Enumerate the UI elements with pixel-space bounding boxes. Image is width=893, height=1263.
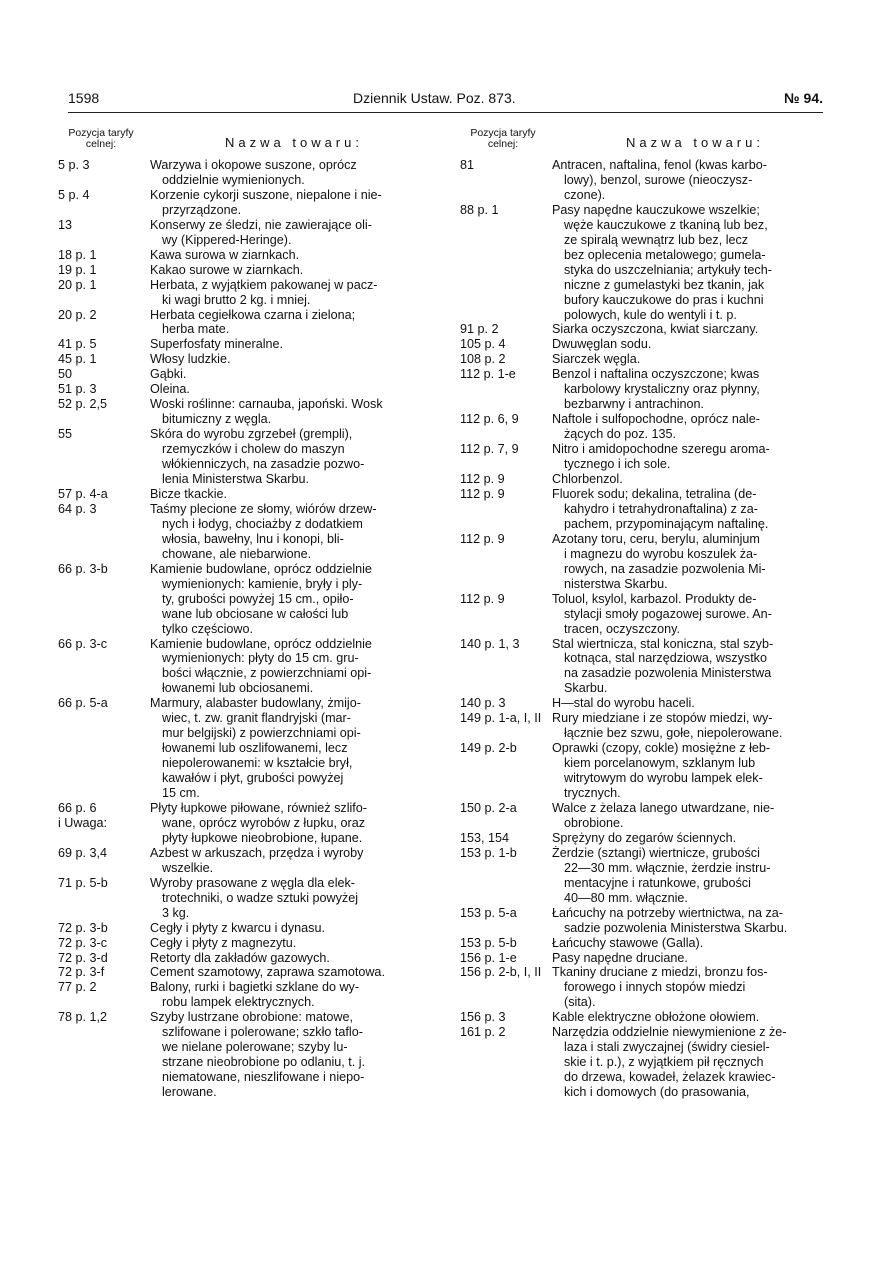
description-line: wymienionych: kamienie, bryły i ply- <box>162 576 363 591</box>
tariff-position: 156 p. 3 <box>460 1010 506 1025</box>
tariff-position: 13 <box>58 217 73 232</box>
description-line: Toluol, ksylol, karbazol. Produkty de- <box>552 591 757 606</box>
tariff-position: 57 p. 4-a <box>58 486 108 501</box>
goods-description <box>552 951 838 966</box>
tariff-position: 55 <box>58 427 73 442</box>
tariff-position: 66 p. 3-b <box>58 561 108 576</box>
description-line: chowane, ale niebarwione. <box>162 546 312 561</box>
tariff-entry <box>58 951 438 966</box>
goods-description <box>150 367 438 382</box>
name-header: Nazwa towaru: <box>225 135 363 150</box>
tariff-entry <box>58 158 438 188</box>
goods-description <box>552 487 838 532</box>
tariff-position: 150 p. 2-a <box>460 800 517 815</box>
tariff-entry <box>460 936 838 951</box>
tariff-position: 149 p. 1-a, I, II <box>460 711 542 726</box>
tariff-entry <box>58 936 438 951</box>
description-line: Superfosfaty mineralne. <box>150 337 284 352</box>
description-line: do drzewa, kowadeł, żelazek krawiec- <box>564 1070 776 1085</box>
description-line: Chlorbenzol. <box>552 472 623 487</box>
description-line: Balony, rurki i bagietki szklane do wy- <box>150 980 360 995</box>
journal-title: Dziennik Ustaw. Poz. 873. <box>353 90 516 106</box>
description-line: Azbest w arkuszach, przędza i wyroby <box>150 845 364 860</box>
description-line: 40—80 mm. włącznie. <box>564 890 688 905</box>
description-line: mur belgijski) z powierzchniami opi- <box>162 726 361 741</box>
tariff-entry <box>460 637 838 697</box>
tariff-entry <box>58 846 438 876</box>
description-line: 22—30 mm. włącznie, żerdzie instru- <box>564 860 771 875</box>
description-line: Stal wiertnicza, stal koniczna, stal szyb- <box>552 636 774 651</box>
goods-description <box>150 278 438 308</box>
tariff-entry <box>460 487 838 532</box>
description-line: Włosy ludzkie. <box>150 352 231 367</box>
description-line: trotechniki, o wadze sztuki powyżej <box>162 890 358 905</box>
description-line: Płyty łupkowe piłowane, również szlifo- <box>150 800 367 815</box>
name-header: Nazwa towaru: <box>626 135 764 150</box>
tariff-position: 50 <box>58 367 73 382</box>
tariff-entry <box>460 337 838 352</box>
description-line: łącznie bez szwu, gołe, niepolerowane. <box>564 726 783 741</box>
tariff-position: 78 p. 1,2 <box>58 1010 108 1025</box>
goods-description <box>150 637 438 697</box>
description-line: herba mate. <box>162 322 230 337</box>
description-line: nisterstwa Skarbu. <box>564 576 668 591</box>
description-line: włókienniczych, na zasadzie pozwo- <box>162 457 365 472</box>
description-line: i magnezu do wyrobu koszulek ża- <box>564 546 758 561</box>
tariff-entry <box>58 502 438 562</box>
goods-description <box>552 831 838 846</box>
tariff-entry <box>58 218 438 248</box>
description-line: Siarczek węgla. <box>552 352 641 367</box>
description-line: witrytowym do wyrobu lampek elek- <box>564 771 763 786</box>
description-line: przyrządzone. <box>162 202 242 217</box>
description-line: szlifowane i polerowane; szkło taflo- <box>162 1025 363 1040</box>
description-line: Cegły i płyty z kwarcu i dynasu. <box>150 920 325 935</box>
goods-description <box>150 158 438 188</box>
goods-description <box>150 263 438 278</box>
tariff-position: 149 p. 2-b <box>460 741 517 756</box>
goods-description <box>552 532 838 592</box>
tariff-position: 66 p. 5-a <box>58 696 108 711</box>
goods-description <box>150 487 438 502</box>
column-header <box>58 128 438 158</box>
description-line: niepolerowanemi: w kształcie brył, <box>162 756 353 771</box>
description-line: Tkaniny druciane z miedzi, bronzu fos- <box>552 965 768 980</box>
tariff-position: 88 p. 1 <box>460 202 499 217</box>
description-line: Benzol i naftalina oczyszczone; kwas <box>552 367 760 382</box>
description-line: Gąbki. <box>150 367 187 382</box>
tariff-entry <box>460 696 838 711</box>
tariff-position: 66 p. 6 i Uwaga: <box>58 800 107 830</box>
description-line: ki wagi brutto 2 kg. i mniej. <box>162 292 311 307</box>
description-line: strzane nieobrobione po odlaniu, t. j. <box>162 1055 366 1070</box>
tariff-position: 112 p. 9 <box>460 591 505 606</box>
description-line: skie i t. p.), z wyjątkiem pił ręcznych <box>564 1055 764 1070</box>
tariff-position: 153, 154 <box>460 830 510 845</box>
tariff-entry <box>460 442 838 472</box>
description-line: Kawa surowa w ziarnkach. <box>150 247 300 262</box>
description-line: wane lub obciosane w całości lub <box>162 606 349 621</box>
issue-number: № 94. <box>784 90 823 106</box>
tariff-entry <box>58 921 438 936</box>
tariff-position: 18 p. 1 <box>58 247 97 262</box>
description-line: kotnąca, stal narzędziowa, wszystko <box>564 651 767 666</box>
description-line: 15 cm. <box>162 786 200 801</box>
tariff-position: 52 p. 2,5 <box>58 397 108 412</box>
tariff-entry <box>58 965 438 980</box>
tariff-entry <box>460 846 838 906</box>
description-line: Siarka oczyszczona, kwiat siarczany. <box>552 322 759 337</box>
goods-description <box>150 921 438 936</box>
description-line: bitumiczny z węgla. <box>162 412 272 427</box>
description-line: Pasy napędne druciane. <box>552 950 688 965</box>
tariff-position: 112 p. 7, 9 <box>460 442 519 457</box>
goods-description <box>150 188 438 218</box>
description-line: kahydro i tetrahydronaftalina) z za- <box>564 501 758 516</box>
tariff-entry <box>460 532 838 592</box>
goods-description <box>150 951 438 966</box>
tariff-entry <box>58 367 438 382</box>
description-line: Oleina. <box>150 382 190 397</box>
tariff-position: 91 p. 2 <box>460 322 499 337</box>
tariff-position: 105 p. 4 <box>460 337 506 352</box>
goods-description <box>552 846 838 906</box>
tariff-entry <box>460 831 838 846</box>
description-line: Warzywa i okopowe suszone, oprócz <box>150 158 357 172</box>
description-line: robu lampek elektrycznych. <box>162 995 315 1010</box>
tariff-entry <box>460 951 838 966</box>
description-line: rzemyczków i cholew do maszyn <box>162 442 345 457</box>
goods-description <box>150 502 438 562</box>
tariff-position: 112 p. 9 <box>460 486 505 501</box>
tariff-entry <box>460 367 838 412</box>
tariff-entry <box>58 337 438 352</box>
description-line: wane, oprócz wyrobów z łupku, oraz <box>162 815 365 830</box>
goods-description <box>552 711 838 741</box>
description-line: płyty łupkowe nieobrobione, łupane. <box>162 830 363 845</box>
tariff-entry <box>58 696 438 801</box>
description-line: Marmury, alabaster budowlany, żmijo- <box>150 696 361 711</box>
description-line: niczne z gumelastyki bez tkanin, jak <box>564 277 765 292</box>
position-header: Pozycja taryfy celnej: <box>470 127 536 150</box>
description-line: we nielane polerowane; szyby lu- <box>162 1040 348 1055</box>
goods-description <box>552 158 838 203</box>
tariff-entry <box>58 382 438 397</box>
tariff-entry <box>58 562 438 637</box>
tariff-entry <box>58 278 438 308</box>
tariff-position: 72 p. 3-f <box>58 965 105 980</box>
description-line: tylko częściowo. <box>162 621 253 636</box>
description-line: bez oplecenia metalowego; gumela- <box>564 247 766 262</box>
description-line: stylacji smoły pogazowej surowe. An- <box>564 606 772 621</box>
description-line: Herbata cegiełkowa czarna i zielona; <box>150 307 356 322</box>
tariff-position: 112 p. 9 <box>460 531 505 546</box>
tariff-position: 5 p. 3 <box>58 158 90 172</box>
tariff-entry <box>58 427 438 487</box>
goods-description <box>552 965 838 1010</box>
description-line: Żerdzie (sztangi) wiertnicze, grubości <box>552 845 760 860</box>
description-line: obrobione. <box>564 815 624 830</box>
goods-description <box>150 1010 438 1100</box>
description-line: 3 kg. <box>162 905 190 920</box>
goods-description <box>552 442 838 472</box>
tariff-position: 5 p. 4 <box>58 187 90 202</box>
description-line: Konserwy ze śledzi, nie zawierające oli- <box>150 217 372 232</box>
description-line: bezbarwny i antrachinon. <box>564 397 705 412</box>
goods-description <box>150 846 438 876</box>
page-header <box>68 88 823 113</box>
description-line: Kamienie budowlane, oprócz oddzielnie <box>150 561 372 576</box>
tariff-entry <box>460 1025 838 1100</box>
tariff-position: 156 p. 2-b, I, II <box>460 965 542 980</box>
tariff-entry <box>58 352 438 367</box>
tariff-position: 156 p. 1-e <box>460 950 517 965</box>
goods-description <box>552 352 838 367</box>
goods-description <box>552 337 838 352</box>
tariff-position: 20 p. 1 <box>58 277 97 292</box>
description-line: na zasadzie pozwolenia Ministerstwa <box>564 666 772 681</box>
description-line: Oprawki (czopy, cokle) mosiężne z łeb- <box>552 741 771 756</box>
left-column <box>58 128 438 1100</box>
tariff-position: 140 p. 3 <box>460 696 506 711</box>
description-line: lerowane. <box>162 1085 217 1100</box>
description-line: Kable elektryczne obłożone ołowiem. <box>552 1010 760 1025</box>
description-line: Antracen, naftalina, fenol (kwas karbo- <box>552 158 767 172</box>
description-line: Cegły i płyty z magnezytu. <box>150 935 297 950</box>
description-line: bufory kauczukowe do pras i kuchni <box>564 292 764 307</box>
description-line: nych i łodyg, chociażby z dodatkiem <box>162 516 363 531</box>
goods-description <box>150 801 438 846</box>
description-line: Wyroby prasowane z węgla dla elek- <box>150 875 355 890</box>
description-line: Bicze tkackie. <box>150 486 227 501</box>
tariff-position: 112 p. 1-e <box>460 367 516 382</box>
description-line: Azotany toru, ceru, berylu, aluminjum <box>552 531 760 546</box>
description-line: Woski roślinne: carnauba, japoński. Wosk <box>150 397 383 412</box>
goods-description <box>552 696 838 711</box>
tariff-position: 20 p. 2 <box>58 307 97 322</box>
description-line: łowanemi lub oszlifowanemi, lecz <box>162 741 348 756</box>
description-line: Łańcuchy na potrzeby wiertnictwa, na za- <box>552 905 784 920</box>
tariff-entry <box>460 711 838 741</box>
tariff-position: 153 p. 1-b <box>460 845 517 860</box>
description-line: Cement szamotowy, zaprawa szamotowa. <box>150 965 385 980</box>
tariff-entry <box>58 980 438 1010</box>
tariff-position: 69 p. 3,4 <box>58 845 108 860</box>
tariff-entry <box>460 801 838 831</box>
description-line: forowego i innych stopów miedzi <box>564 980 746 995</box>
description-line: łowanemi lub obciosanemi. <box>162 681 314 696</box>
goods-description <box>150 308 438 338</box>
description-line: ze spiralą wewnątrz lub bez, lecz <box>564 232 749 247</box>
tariff-entry <box>460 412 838 442</box>
description-line: lowy), benzol, surowe (nieoczysz- <box>564 172 753 187</box>
tariff-entry <box>460 203 838 323</box>
goods-description <box>150 980 438 1010</box>
description-line: Pasy napędne kauczukowe wszelkie; <box>552 202 760 217</box>
tariff-entry <box>58 637 438 697</box>
goods-description <box>150 562 438 637</box>
goods-description <box>150 696 438 801</box>
description-line: wszelkie. <box>162 860 214 875</box>
goods-description <box>150 218 438 248</box>
tariff-position: 71 p. 5-b <box>58 875 108 890</box>
description-line: niematowane, nieszlifowane i niepo- <box>162 1070 365 1085</box>
description-line: karbolowy krystaliczny oraz płynny, <box>564 382 760 397</box>
description-line: Kakao surowe w ziarnkach. <box>150 262 304 277</box>
description-line: Szyby lustrzane obrobione: matowe, <box>150 1010 354 1025</box>
goods-description <box>552 322 838 337</box>
description-line: węże kauczukowe z tkaniną lub bez, <box>564 217 768 232</box>
description-line: kiem porcelanowym, szklanym lub <box>564 756 756 771</box>
goods-description <box>552 741 838 801</box>
tariff-position: 72 p. 3-c <box>58 935 108 950</box>
description-line: wiec, t. zw. granit flandryjski (mar- <box>162 711 351 726</box>
tariff-entry <box>460 741 838 801</box>
goods-description <box>150 248 438 263</box>
description-line: lenia Ministerstwa Skarbu. <box>162 472 309 487</box>
description-line: mentacyjne i ratunkowe, grubości <box>564 875 751 890</box>
goods-description <box>552 637 838 697</box>
tariff-entry <box>460 906 838 936</box>
goods-description <box>552 801 838 831</box>
description-line: Łańcuchy stawowe (Galla). <box>552 935 704 950</box>
right-column <box>460 128 838 1100</box>
description-line: Walce z żelaza lanego utwardzane, nie- <box>552 800 775 815</box>
description-line: H—stal do wyrobu haceli. <box>552 696 695 711</box>
goods-description <box>150 936 438 951</box>
description-line: ty, grubości powyżej 15 cm., opiło- <box>162 591 354 606</box>
description-line: bości włącznie, z powierzchniami opi- <box>162 666 372 681</box>
tariff-entry <box>58 308 438 338</box>
tariff-entry <box>460 1010 838 1025</box>
tariff-entry <box>58 248 438 263</box>
page-number: 1598 <box>68 90 100 106</box>
tariff-entry <box>460 965 838 1010</box>
tariff-entry <box>460 472 838 487</box>
tariff-entry <box>460 322 838 337</box>
description-line: Skóra do wyrobu zgrzebeł (grempli), <box>150 427 353 442</box>
description-line: Retorty dla zakładów gazowych. <box>150 950 330 965</box>
goods-description <box>552 412 838 442</box>
goods-description <box>552 906 838 936</box>
description-line: styka do uszczelniania; artykuły tech- <box>564 262 772 277</box>
tariff-position: 81 <box>460 158 475 172</box>
goods-description <box>150 876 438 921</box>
description-line: kawałów i płyt, grubości powyżej <box>162 771 344 786</box>
tariff-position: 19 p. 1 <box>58 262 97 277</box>
description-line: wymienionych: płyty do 15 cm. gru- <box>162 651 359 666</box>
tariff-position: 108 p. 2 <box>460 352 506 367</box>
tariff-position: 153 p. 5-a <box>460 905 517 920</box>
tariff-position: 72 p. 3-d <box>58 950 108 965</box>
tariff-position: 153 p. 5-b <box>460 935 517 950</box>
description-line: rowych, na zasadzie pozwolenia Mi- <box>564 561 766 576</box>
tariff-entry <box>58 188 438 218</box>
description-line: trycznych. <box>564 786 621 801</box>
tariff-entry <box>460 592 838 637</box>
description-line: pachem, przypominającym naftalinę. <box>564 516 769 531</box>
description-line: tracen, oczyszczony. <box>564 621 680 636</box>
tariff-position: 64 p. 3 <box>58 501 97 516</box>
goods-description <box>552 203 838 323</box>
goods-description <box>552 1010 838 1025</box>
goods-description <box>150 337 438 352</box>
goods-description <box>150 965 438 980</box>
tariff-entry <box>58 263 438 278</box>
goods-description <box>552 936 838 951</box>
description-line: Kamienie budowlane, oprócz oddzielnie <box>150 636 372 651</box>
description-line: żących do poz. 135. <box>564 427 677 442</box>
tariff-position: 77 p. 2 <box>58 980 97 995</box>
tariff-position: 140 p. 1, 3 <box>460 636 520 651</box>
description-line: Nitro i amidopochodne szeregu aroma- <box>552 442 770 457</box>
description-line: Skarbu. <box>564 681 608 696</box>
tariff-entry <box>460 158 838 203</box>
description-line: (sita). <box>564 995 596 1010</box>
description-line: Naftole i sulfopochodne, oprócz nale- <box>552 412 760 427</box>
column-header <box>460 128 838 158</box>
description-line: Taśmy plecione ze słomy, wiórów drzew- <box>150 501 377 516</box>
description-line: kich i domowych (do prasowania, <box>564 1085 750 1100</box>
tariff-position: 41 p. 5 <box>58 337 97 352</box>
description-line: tycznego i ich sole. <box>564 457 671 472</box>
description-line: Sprężyny do zegarów ściennych. <box>552 830 737 845</box>
goods-description <box>552 367 838 412</box>
description-line: polowych, kule do wentyli i t. p. <box>564 307 737 322</box>
goods-description <box>552 592 838 637</box>
tariff-entry <box>460 352 838 367</box>
tariff-entry <box>58 876 438 921</box>
goods-description <box>150 352 438 367</box>
tariff-position: 161 p. 2 <box>460 1025 506 1040</box>
tariff-position: 51 p. 3 <box>58 382 97 397</box>
description-line: Dwuwęglan sodu. <box>552 337 652 352</box>
description-line: Fluorek sodu; dekalina, tetralina (de- <box>552 486 757 501</box>
tariff-entry <box>58 397 438 427</box>
description-line: Herbata, z wyjątkiem pakowanej w pacz- <box>150 277 378 292</box>
description-line: wy (Kippered-Heringe). <box>162 232 292 247</box>
tariff-position: 72 p. 3-b <box>58 920 108 935</box>
description-line: włosia, bawełny, lnu i konopi, bli- <box>162 531 344 546</box>
description-line: sadzie pozwolenia Ministerstwa Skarbu. <box>564 920 788 935</box>
description-line: Rury miedziane i ze stopów miedzi, wy- <box>552 711 773 726</box>
tariff-entry <box>58 1010 438 1100</box>
tariff-position: 66 p. 3-c <box>58 636 108 651</box>
goods-description <box>552 1025 838 1100</box>
description-line: Narzędzia oddzielnie niewymienione z że- <box>552 1025 787 1040</box>
tariff-position: 112 p. 9 <box>460 472 505 487</box>
description-line: oddzielnie wymienionych. <box>162 172 305 187</box>
goods-description <box>150 397 438 427</box>
goods-description <box>552 472 838 487</box>
tariff-position: 112 p. 6, 9 <box>460 412 519 427</box>
description-line: Korzenie cykorji suszone, niepalone i nie- <box>150 187 382 202</box>
description-line: czone). <box>564 187 606 202</box>
position-header: Pozycja taryfy celnej: <box>68 127 134 150</box>
tariff-entry <box>58 801 438 846</box>
goods-description <box>150 427 438 487</box>
goods-description <box>150 382 438 397</box>
description-line: laza i stali zwyczajnej (świdry ciesiel- <box>564 1040 770 1055</box>
tariff-entry <box>58 487 438 502</box>
tariff-position: 45 p. 1 <box>58 352 97 367</box>
